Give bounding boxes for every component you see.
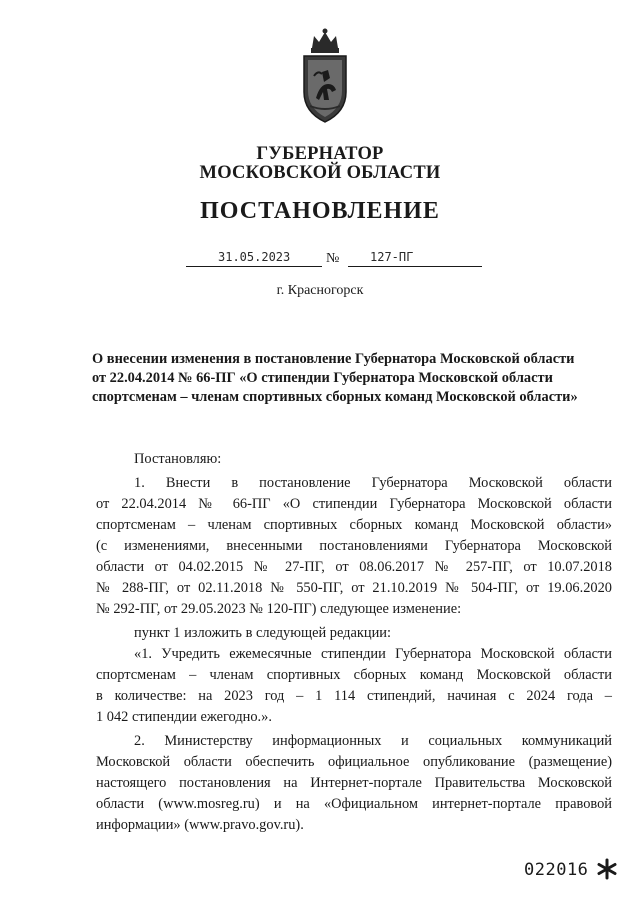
title-line: О внесении изменения в постановление Губернатора Московской области	[92, 351, 575, 367]
body-line: настоящего постановления на Интернет-портале Правительства Московской	[96, 775, 612, 791]
serial-number: 022016	[524, 860, 589, 880]
body-line: пункт 1 изложить в следующей редакции:	[134, 625, 391, 641]
body-line: области от 04.02.2015 № 27-ПГ, от 08.06.2017 № 257-ПГ, от 10.07.2018	[96, 559, 612, 575]
body-line: № 288-ПГ, от 02.11.2018 № 550-ПГ, от 21.10.2019 № 504-ПГ, от 19.06.2020	[96, 580, 612, 596]
issuer-title: ГУБЕРНАТОР	[256, 144, 384, 164]
body-line: области (www.mosreg.ru) и на «Официальном интернет-портале правовой	[96, 796, 612, 812]
body-line: (с изменениями, внесенными постановлениями Губернатора Московской	[96, 538, 612, 554]
body-line: спортсменам – членам спортивных сборных команд Московской области»	[96, 517, 612, 533]
number-value: 127-ПГ	[370, 250, 414, 264]
title-line: спортсменам – членам спортивных сборных команд Московской области»	[92, 389, 578, 405]
document-type: ПОСТАНОВЛЕНИЕ	[200, 198, 440, 224]
body-line: 1 042 стипендии ежегодно.».	[96, 709, 272, 725]
issuer-region: МОСКОВСКОЙ ОБЛАСТИ	[199, 163, 441, 183]
date-field	[186, 250, 322, 267]
body-line: спортсменам – членам спортивных сборных команд Московской области	[96, 667, 612, 683]
body-line: Постановляю:	[134, 451, 222, 467]
asterisk-icon	[596, 858, 618, 880]
body-line: № 292-ПГ, от 29.05.2023 № 120-ПГ) следующее изменение:	[96, 601, 462, 617]
body-line: 1. Внести в постановление Губернатора Московской области	[134, 475, 612, 491]
number-sign: №	[326, 251, 340, 266]
number-field	[348, 250, 482, 267]
body-line: в количестве: на 2023 год – 1 114 стипендий, начиная с 2024 года –	[96, 688, 612, 704]
body-line: Московской области обеспечить официальное опубликование (размещение)	[96, 754, 612, 770]
body-line: 2. Министерству информационных и социальных коммуникаций	[134, 733, 612, 749]
date-value: 31.05.2023	[218, 250, 291, 264]
document-title	[92, 350, 578, 407]
body-line: от 22.04.2014 № 66-ПГ «О стипендии Губернатора Московской области	[96, 496, 612, 512]
city: г. Красногорск	[276, 283, 364, 298]
body-line: информации» (www.pravo.gov.ru).	[96, 817, 304, 833]
title-line: от 22.04.2014 № 66-ПГ «О стипендии Губернатора Московской области	[92, 370, 553, 386]
body-line: «1. Учредить ежемесячные стипендии Губернатора Московской области	[134, 646, 612, 662]
coat-of-arms-icon	[296, 26, 354, 126]
